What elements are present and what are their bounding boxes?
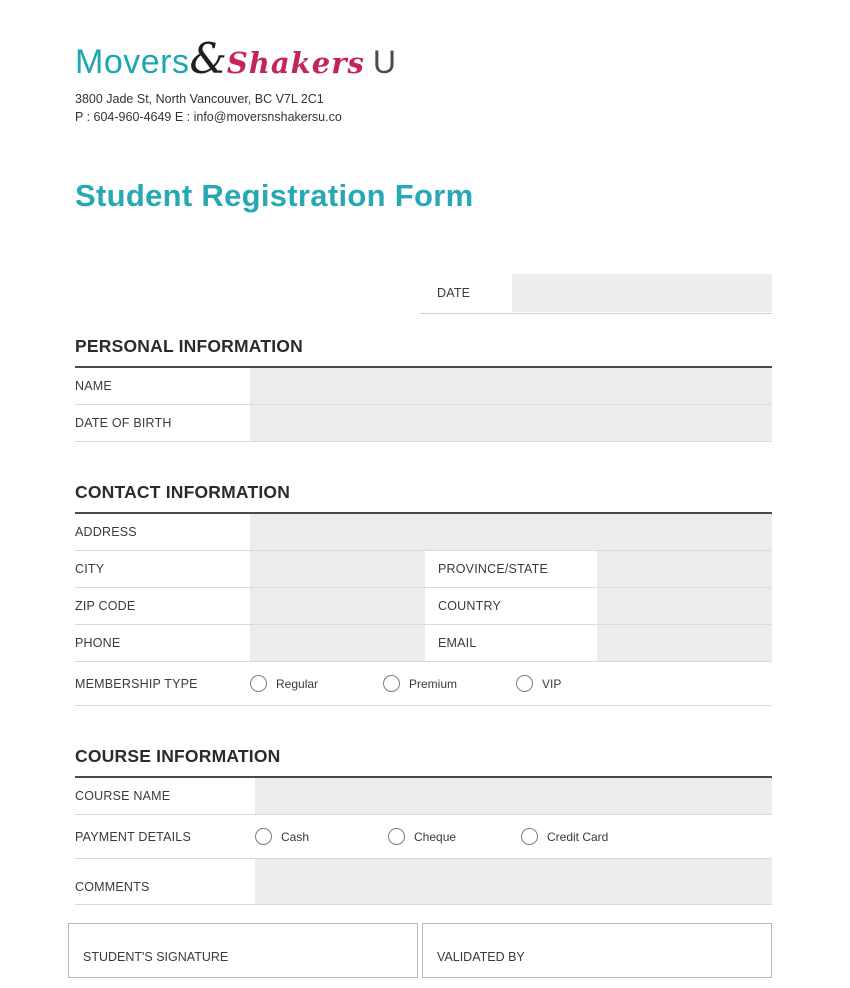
comments-row xyxy=(75,859,772,905)
membership-option-vip[interactable] xyxy=(516,675,649,692)
date-of-birth-input[interactable] xyxy=(250,405,772,441)
radio-cheque-icon[interactable] xyxy=(388,828,405,845)
comments-label: COMMENTS xyxy=(75,880,150,895)
province-state-label: PROVINCE/STATE xyxy=(438,562,548,577)
radio-regular-icon[interactable] xyxy=(250,675,267,692)
email-label: EMAIL xyxy=(438,636,477,651)
student-signature-label: STUDENT'S SIGNATURE xyxy=(83,950,229,965)
radio-regular-label: Regular xyxy=(276,676,319,691)
radio-vip-label: VIP xyxy=(542,676,562,691)
date-label: DATE xyxy=(437,285,471,300)
field-row-zip-country xyxy=(75,588,772,625)
radio-vip-icon[interactable] xyxy=(516,675,533,692)
field-row-course-name xyxy=(75,778,772,815)
radio-credit-card-label: Credit Card xyxy=(547,829,609,844)
zip-code-input[interactable] xyxy=(250,588,425,624)
course-name-label: COURSE NAME xyxy=(75,789,171,804)
country-input[interactable] xyxy=(597,588,772,624)
field-row-address xyxy=(75,514,772,551)
date-row xyxy=(420,272,772,314)
payment-option-credit-card[interactable] xyxy=(521,828,654,845)
validated-by-box[interactable] xyxy=(422,923,772,978)
address-line: 3800 Jade St, North Vancouver, BC V7L 2C1 xyxy=(75,92,324,106)
city-input[interactable] xyxy=(250,551,425,587)
signature-footer xyxy=(68,923,772,978)
payment-details-label: PAYMENT DETAILS xyxy=(75,829,191,844)
radio-cheque-label: Cheque xyxy=(414,829,457,844)
validated-by-label: VALIDATED BY xyxy=(437,950,525,965)
page-title: Student Registration Form xyxy=(75,178,474,214)
radio-premium-label: Premium xyxy=(409,676,458,691)
phone-input[interactable] xyxy=(250,625,425,661)
logo-shakers-text: Shakers xyxy=(226,46,365,80)
logo-ampersand: & xyxy=(189,34,227,83)
radio-cash-label: Cash xyxy=(281,829,310,844)
address-input[interactable] xyxy=(250,514,772,550)
date-of-birth-label: DATE OF BIRTH xyxy=(75,416,172,431)
radio-premium-icon[interactable] xyxy=(383,675,400,692)
field-row-date-of-birth xyxy=(75,405,772,442)
phone-label: PHONE xyxy=(75,636,121,651)
section-heading-course: COURSE INFORMATION xyxy=(75,746,772,778)
zip-code-label: ZIP CODE xyxy=(75,599,136,614)
membership-type-row xyxy=(75,662,772,706)
brand-logo xyxy=(75,34,772,83)
radio-credit-card-icon[interactable] xyxy=(521,828,538,845)
membership-option-premium[interactable] xyxy=(383,675,516,692)
contact-line: P : 604-960-4649 E : info@moversnshakersu.co xyxy=(75,110,342,125)
address-label: ADDRESS xyxy=(75,525,137,540)
logo-movers-text: Movers xyxy=(75,43,190,81)
logo-u-text: U xyxy=(372,44,396,80)
name-input[interactable] xyxy=(250,368,772,404)
field-row-city-province xyxy=(75,551,772,588)
membership-option-regular[interactable] xyxy=(250,675,383,692)
student-signature-box[interactable] xyxy=(68,923,418,978)
radio-cash-icon[interactable] xyxy=(255,828,272,845)
province-state-input[interactable] xyxy=(597,551,772,587)
course-name-input[interactable] xyxy=(255,778,772,814)
payment-option-cheque[interactable] xyxy=(388,828,521,845)
country-label: COUNTRY xyxy=(438,599,501,614)
payment-details-row xyxy=(75,815,772,859)
payment-option-cash[interactable] xyxy=(255,828,388,845)
membership-type-label: MEMBERSHIP TYPE xyxy=(75,676,198,691)
date-input[interactable] xyxy=(512,274,772,312)
comments-input[interactable] xyxy=(255,859,772,904)
section-heading-personal: PERSONAL INFORMATION xyxy=(75,336,772,368)
email-input[interactable] xyxy=(597,625,772,661)
field-row-name xyxy=(75,368,772,405)
field-row-phone-email xyxy=(75,625,772,662)
brand-address-block xyxy=(75,90,772,126)
city-label: CITY xyxy=(75,562,105,577)
name-label: NAME xyxy=(75,379,112,394)
section-heading-contact: CONTACT INFORMATION xyxy=(75,482,772,514)
